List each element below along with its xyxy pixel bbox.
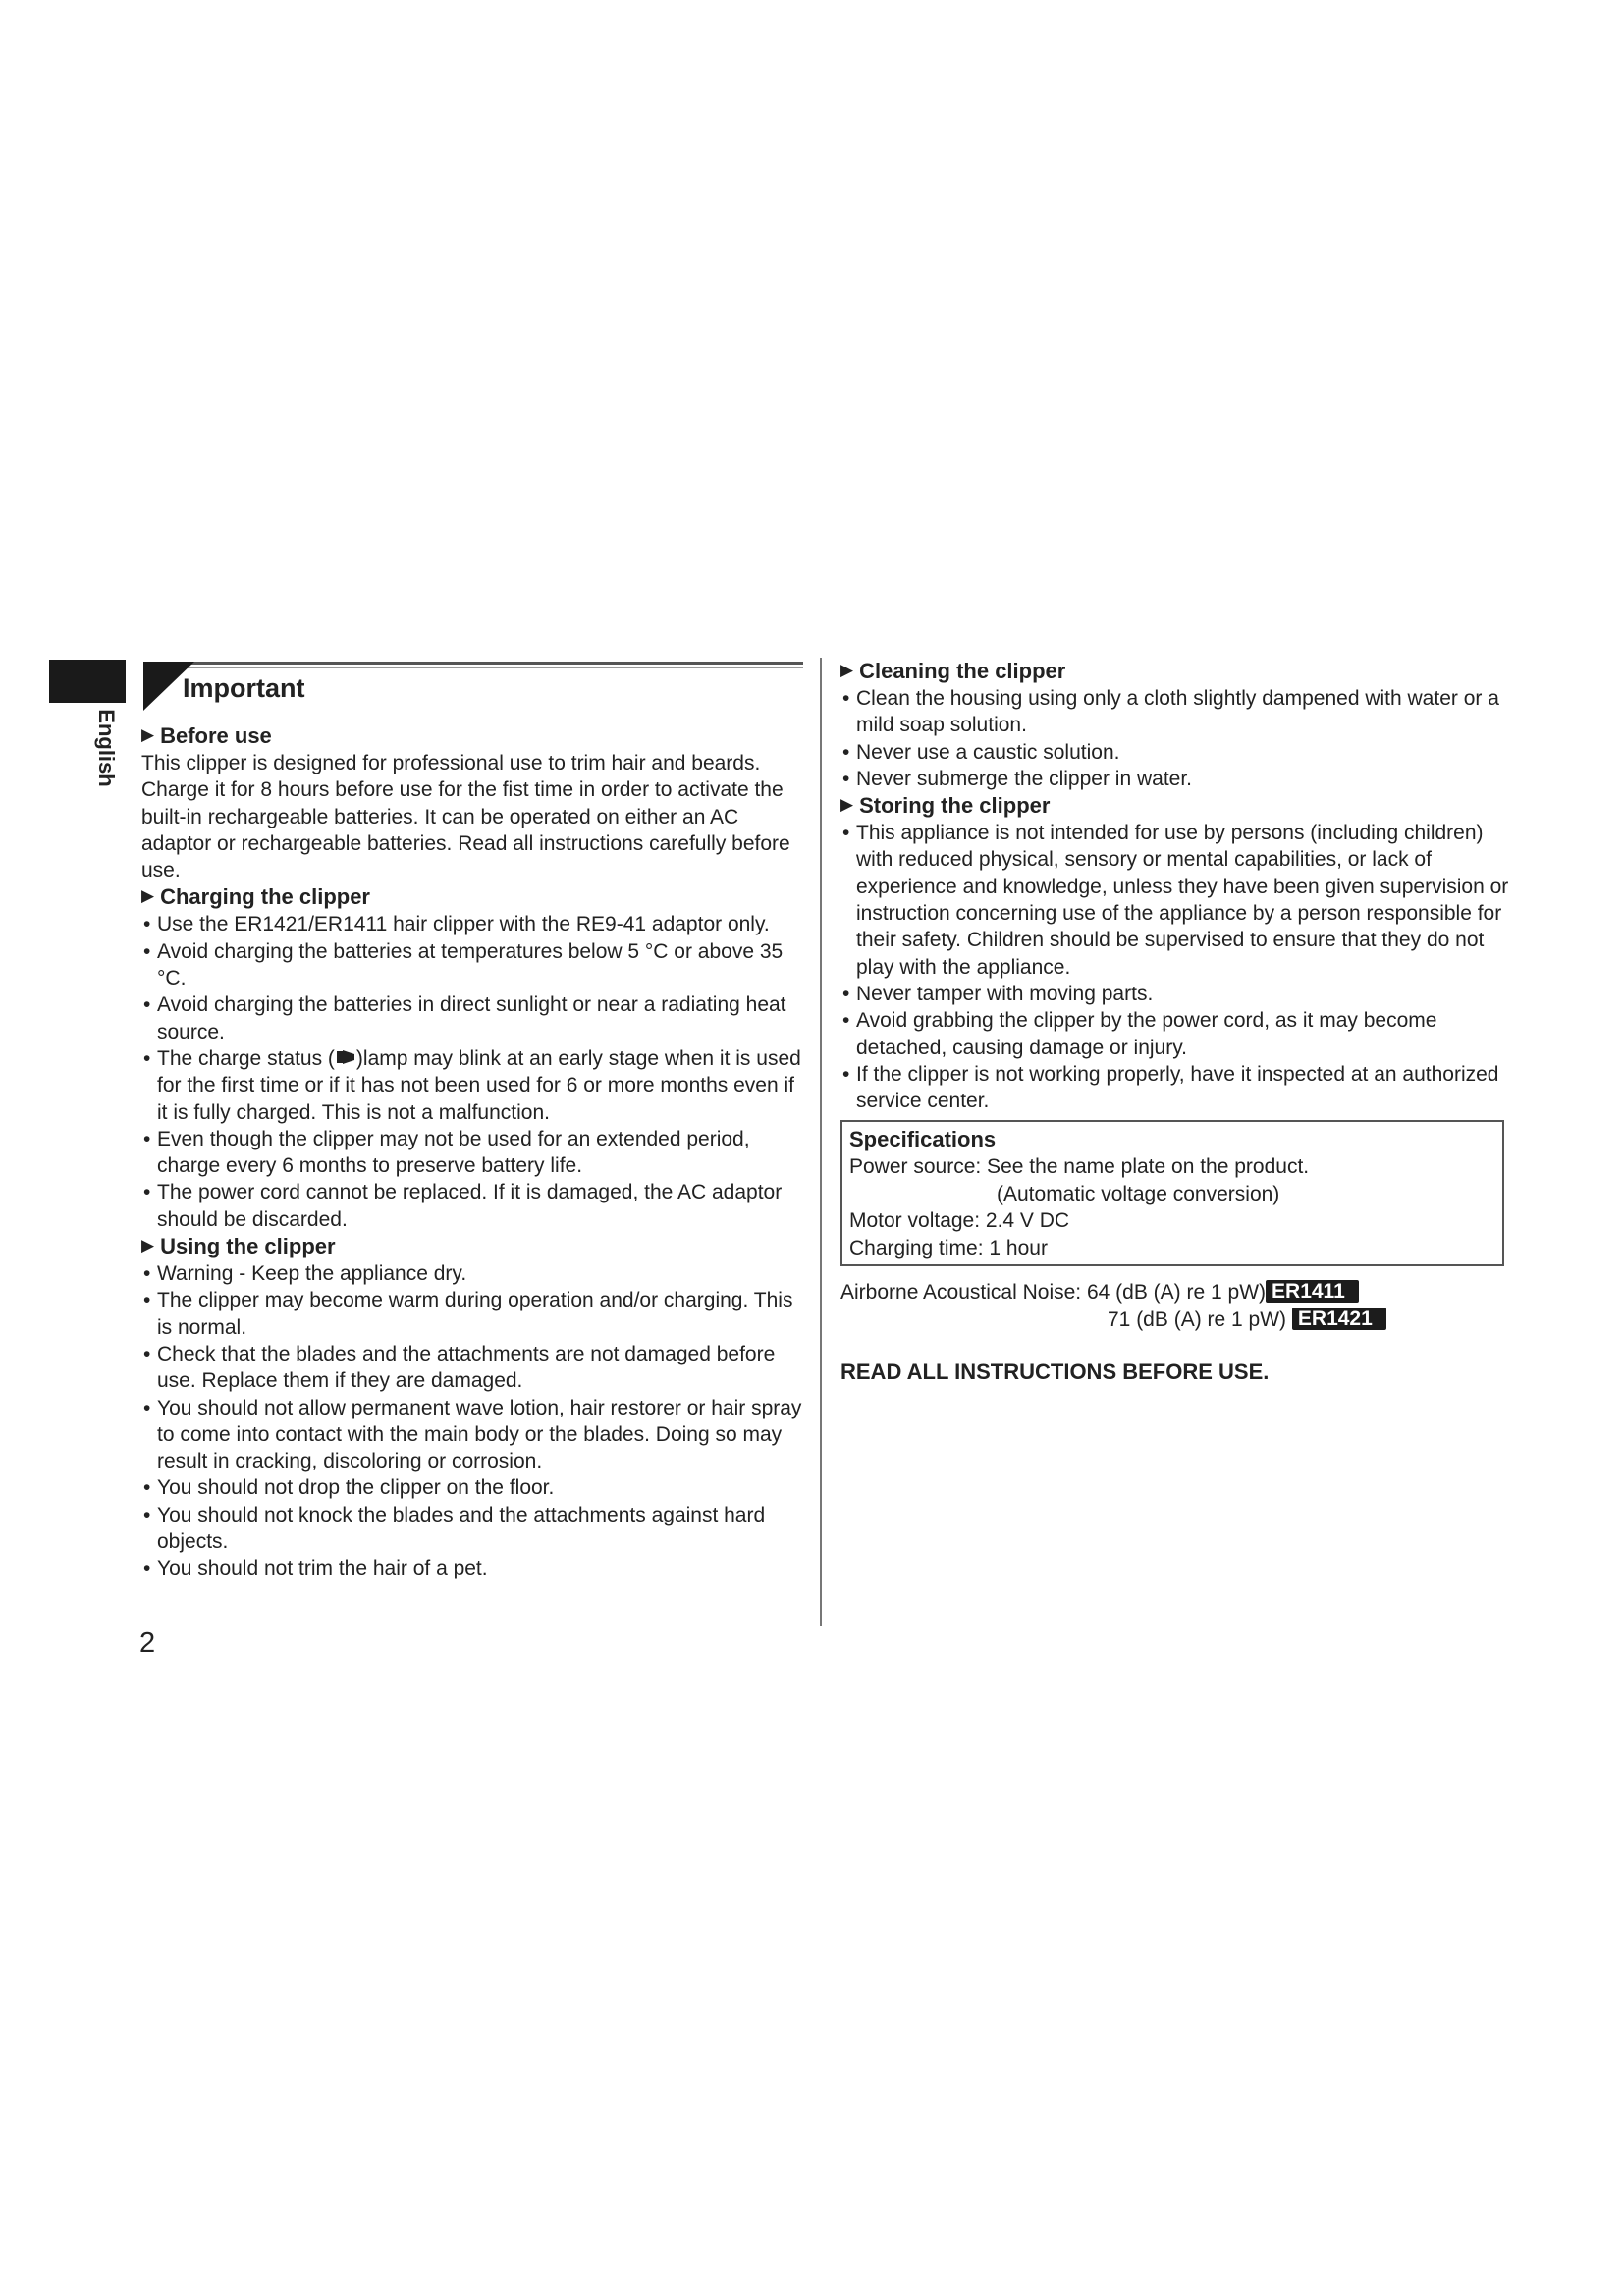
list-item: • You should not allow permanent wave lotion, hair restorer or hair spray to come into contact with the main body or the blades. Doing so may result in cracking, discoloring or corrosion. — [141, 1395, 809, 1475]
noise-label: Airborne Acoustical Noise: 64 (dB (A) re 1 pW) — [840, 1281, 1267, 1305]
charge-status-prefix: The charge status ( — [157, 1046, 335, 1070]
list-item: • Clean the housing using only a cloth slightly dampened with water or a mild soap solution. — [840, 685, 1518, 739]
list-item: • Never use a caustic solution. — [840, 739, 1518, 766]
triangle-right-icon: ▶ — [141, 886, 155, 906]
charge-lamp-icon — [335, 1048, 356, 1066]
before-use-heading — [141, 722, 809, 750]
charging-heading — [141, 883, 809, 911]
language-tab — [49, 660, 126, 703]
model-badge-er1411: ER1411 — [1266, 1280, 1359, 1303]
column-divider — [820, 658, 822, 1626]
noise-row-1 — [840, 1279, 1518, 1307]
list-item: • The clipper may become warm during operation and/or charging. This is normal. — [141, 1287, 809, 1341]
noise-block — [840, 1279, 1518, 1333]
list-item-charge-status — [141, 1045, 809, 1126]
triangle-right-icon: ▶ — [840, 661, 854, 679]
triangle-right-icon: ▶ — [141, 725, 155, 744]
important-rule-thin — [177, 667, 803, 668]
using-heading — [141, 1233, 809, 1260]
list-item: • You should not drop the clipper on the floor. — [141, 1474, 809, 1501]
spec-motor-voltage: Motor voltage: 2.4 V DC — [849, 1209, 1070, 1233]
spec-power-note: (Automatic voltage conversion) — [997, 1182, 1280, 1205]
list-item: • This appliance is not intended for use by persons (including children) with reduced physical, sensory or mental capabilities, or lack of experience and knowledge, unless they have been given supervision or instruction concerning use of the appliance by a person responsible for their safety. Children should be supervised to ensure that they do not play with the appliance. — [840, 820, 1518, 981]
storing-list — [840, 820, 1518, 1114]
right-column — [840, 658, 1518, 1386]
cleaning-list — [840, 685, 1518, 792]
important-rule — [145, 662, 803, 665]
list-item: • You should not knock the blades and the attachments against hard objects. — [141, 1502, 809, 1556]
spec-charging-time: Charging time: 1 hour — [849, 1236, 1048, 1259]
left-column — [141, 722, 809, 1582]
list-item: • Even though the clipper may not be used for an extended period, charge every 6 months to preserve battery life. — [141, 1126, 809, 1180]
specifications-title: Specifications — [849, 1127, 997, 1152]
model-badge-er1421: ER1421 — [1292, 1308, 1386, 1330]
list-item: • Avoid grabbing the clipper by the power cord, as it may become detached, causing damage or injury. — [840, 1007, 1518, 1061]
page-number: 2 — [139, 1628, 156, 1659]
read-all-notice: READ ALL INSTRUCTIONS BEFORE USE. — [840, 1360, 1270, 1385]
cleaning-heading — [840, 658, 1518, 685]
before-use-text: This clipper is designed for professional use to trim hair and beards. Charge it for 8 hours before use for the fist time in order to activate the built-in rechargeable batteries. It can be operated on either an AC adaptor or rechargeable batteries. Read all instructions carefully before use. — [141, 752, 790, 882]
list-item: • You should not trim the hair of a pet. — [141, 1555, 809, 1581]
storing-title: Storing the clipper — [859, 793, 1051, 819]
important-title: Important — [183, 673, 305, 703]
using-list — [141, 1260, 809, 1582]
list-item: • The power cord cannot be replaced. If it is damaged, the AC adaptor should be discarded. — [141, 1179, 809, 1233]
list-item: • Check that the blades and the attachments are not damaged before use. Replace them if they are damaged. — [141, 1341, 809, 1395]
language-label: English — [94, 709, 119, 787]
noise-value-2: 71 (dB (A) re 1 pW) — [1108, 1308, 1287, 1331]
storing-heading — [840, 792, 1518, 820]
charging-list — [141, 911, 809, 1233]
triangle-right-icon: ▶ — [141, 1236, 155, 1255]
list-item: • Never tamper with moving parts. — [840, 981, 1518, 1007]
noise-row-2 — [840, 1307, 1518, 1334]
charge-status-suffix: )lamp may blink at an early stage when it is used for the first time or if it has not been used for 6 or more months even if it is fully charged. This is not a malfunction. — [157, 1046, 801, 1124]
cleaning-title: Cleaning the clipper — [859, 659, 1066, 683]
list-item: • Use the ER1421/ER1411 hair clipper with the RE9-41 adaptor only. — [141, 911, 809, 937]
before-use-title: Before use — [160, 723, 272, 748]
list-item: • If the clipper is not working properly, have it inspected at an authorized service center. — [840, 1061, 1518, 1115]
spec-power-source: Power source: See the name plate on the product. — [849, 1155, 1310, 1179]
charging-title: Charging the clipper — [160, 884, 370, 910]
using-title: Using the clipper — [160, 1234, 336, 1259]
list-item: • Avoid charging the batteries at temperatures below 5 °C or above 35 °C. — [141, 938, 809, 992]
specifications-box — [840, 1120, 1504, 1266]
list-item: • Avoid charging the batteries in direct sunlight or near a radiating heat source. — [141, 991, 809, 1045]
triangle-right-icon: ▶ — [840, 795, 854, 815]
list-item: • Never submerge the clipper in water. — [840, 766, 1518, 792]
list-item: • Warning - Keep the appliance dry. — [141, 1260, 809, 1287]
